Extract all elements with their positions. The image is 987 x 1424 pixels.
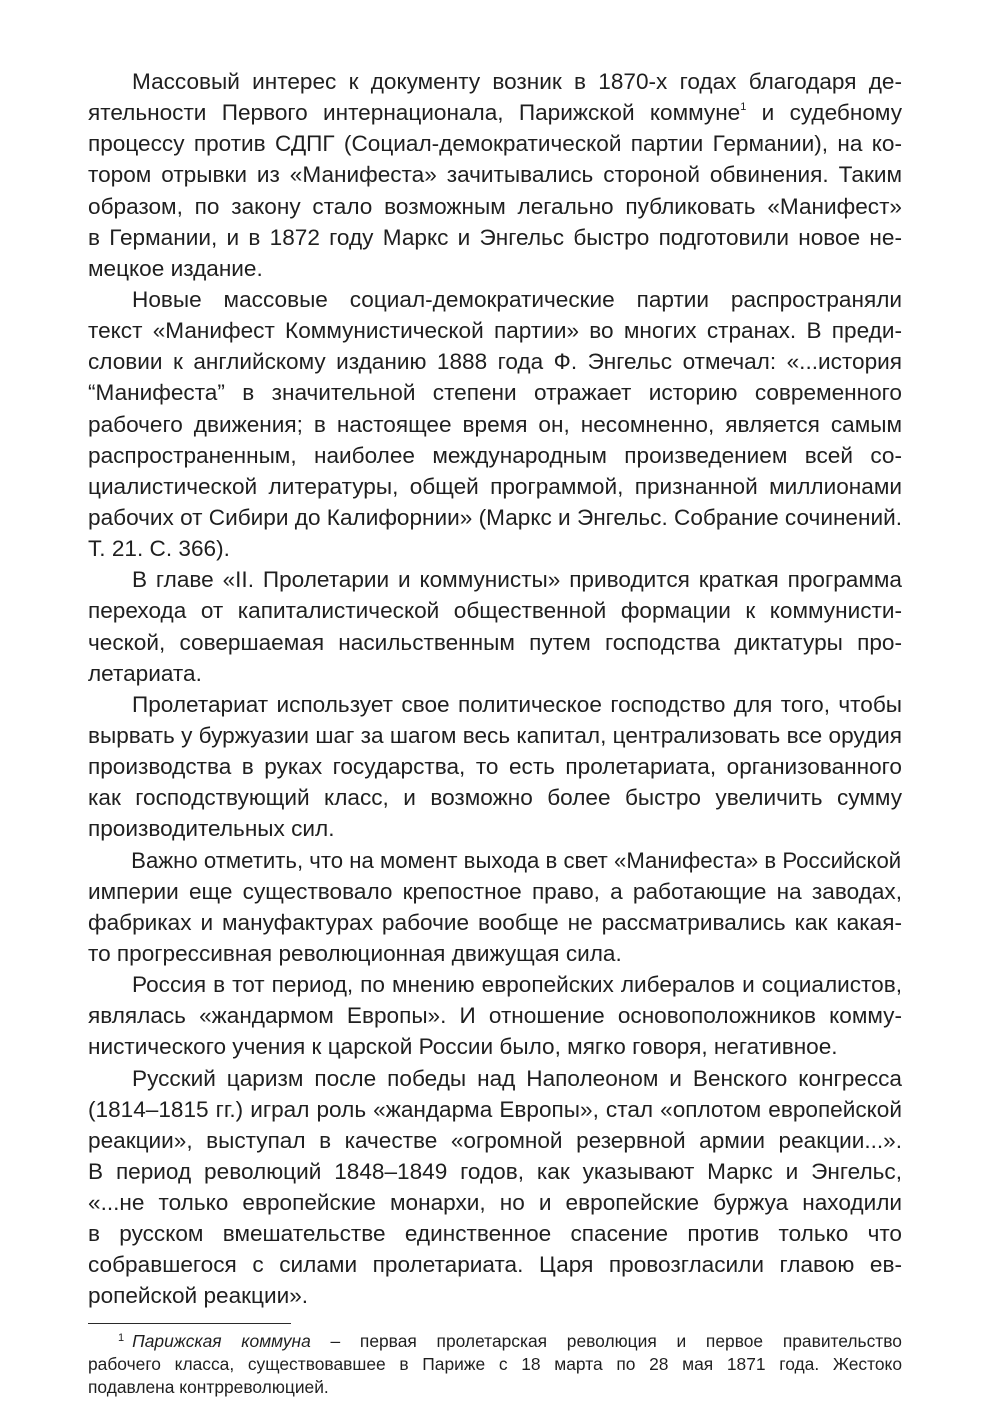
- text-line: фабриках и мануфактурах рабочие вообще не рассматривались как какая-: [88, 909, 902, 935]
- text-line: тором отрывки из «Манифеста» зачитывались стороной обвинения. Таким: [88, 162, 902, 188]
- text-line: империи еще существовало крепостное право, а работающие на заводах,: [88, 878, 902, 904]
- footnote-number: 1: [118, 1332, 125, 1344]
- text-line: Т. 21. С. 366).: [88, 536, 230, 562]
- text-line: (1814–1815 гг.) играл роль «жандарма Европы», стал «оплотом европейской: [88, 1096, 902, 1122]
- text-line: В период революций 1848–1849 годов, как указывают Маркс и Энгельс,: [88, 1158, 902, 1184]
- text-line: перехода от капиталистической общественной формации к коммунисти-: [88, 598, 902, 624]
- text-line: в русском вмешательстве единственное спасение против только что: [88, 1221, 902, 1247]
- text-line: в Германии, и в 1872 году Маркс и Энгельс быстро подготовили новое не-: [88, 224, 902, 250]
- text-line: то прогрессивная революционная движущая сила.: [88, 940, 622, 966]
- text-line: текст «Манифест Коммунистической партии» во многих странах. В преди-: [88, 318, 902, 344]
- text-line: В главе «II. Пролетарии и коммунисты» приводится краткая программа: [132, 567, 902, 593]
- footnote-term: Парижская коммуна: [132, 1331, 311, 1351]
- text-line: ропейской реакции».: [88, 1283, 309, 1309]
- text-line: циалистической литературы, общей программой, признанной миллионами: [88, 473, 902, 499]
- body-text: [88, 66, 902, 1312]
- text-line: Массовый интерес к документу возник в 1870-х годах благодаря де-: [132, 69, 902, 94]
- text-line: Новые массовые социал-демократические партии распространяли: [132, 286, 902, 312]
- text-line: нистического учения к царской России было, мягко говоря, негативное.: [88, 1034, 838, 1060]
- text-line: Россия в тот период, по мнению европейских либералов и социалистов,: [132, 972, 902, 998]
- book-page: [88, 66, 902, 1416]
- text-line: ческой, совершаемая насильственным путем господства диктатуры про-: [88, 629, 902, 655]
- text-line: распространенным, наиболее международным произведением всей со-: [88, 442, 902, 468]
- text-line: Русский царизм после победы над Наполеоном и Венского конгресса: [132, 1065, 902, 1091]
- footnote: [88, 1330, 902, 1399]
- text-line: вырвать у буржуазии шаг за шагом весь капитал, централизовать все орудия: [88, 722, 902, 748]
- footnote-reference[interactable]: 1: [740, 100, 747, 113]
- footnote-line: рабочего класса, существовавшее в Париже с 18 марта по 28 мая 1871 года. Жестоко: [88, 1354, 902, 1374]
- text-line-with-footnote-ref: ятельности Первого интернационала, Парижской коммуне$^1$ и судебному: [88, 100, 902, 126]
- text-line: как господствующий класс, и возможно более быстро увеличить сумму: [88, 785, 902, 811]
- text-line: процессу против СДПГ (Социал-демократической партии Германии), на ко-: [88, 131, 902, 157]
- text-line: рабочих от Сибири до Калифорнии» (Маркс и Энгельс. Собрание сочинений.: [88, 504, 902, 530]
- footnote-separator: [88, 1323, 291, 1324]
- text-line: словии к английскому изданию 1888 года Ф. Энгельс отмечал: «...история: [88, 349, 902, 375]
- text-line: «...не только европейские монархи, но и европейские буржуа находили: [88, 1190, 902, 1216]
- text-line: летариата.: [88, 660, 202, 686]
- footnote-line: [88, 1330, 902, 1353]
- text-line: Пролетариат использует свое политическое господство для того, чтобы: [132, 691, 902, 717]
- text-line: реакции», выступал в качестве «огромной резервной армии реакции...».: [88, 1127, 902, 1153]
- text-line: являлась «жандармом Европы». И отношение основоположников комму-: [88, 1003, 902, 1029]
- text-line: производительных сил.: [88, 816, 335, 842]
- footnote-text: – первая пролетарская революция и первое правительство: [310, 1331, 902, 1351]
- text-line: образом, по закону стало возможным легально публиковать «Манифест»: [88, 193, 902, 219]
- text-line: рабочего движения; в настоящее время он, несомненно, является самым: [88, 411, 902, 437]
- text-line: производства в руках государства, то есть пролетариата, организованного: [88, 754, 902, 780]
- footnote-line: подавлена контрреволюцией.: [88, 1377, 329, 1397]
- text-line: мецкое издание.: [88, 255, 263, 281]
- text-line: Важно отметить, что на момент выхода в свет «Манифеста» в Российской: [131, 847, 902, 873]
- text-line: собравшегося с силами пролетариата. Царя провозгласили главою ев-: [88, 1252, 902, 1278]
- text-line: “Манифеста” в значительной степени отражает историю современного: [88, 380, 902, 406]
